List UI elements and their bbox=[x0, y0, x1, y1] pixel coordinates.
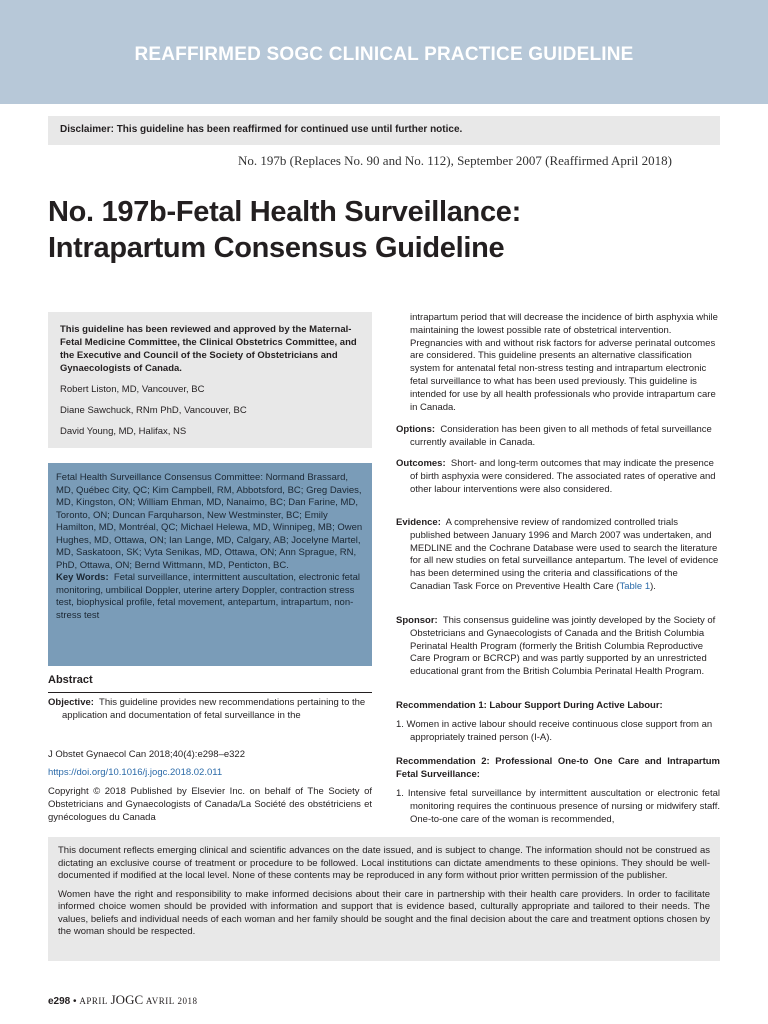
legal-notice-2: Women have the right and responsibility to make informed decisions about their care in partnership with their health care providers. In order to facilitate informed choice women should be provided with information and support that is evidence based, culturally appropriate and tailored to their needs. The values, beliefs and individual needs of each woman and her family should be sought and the final decision about the care and treatment options chosen by the woman should be respected. bbox=[58, 888, 710, 937]
objective-label: Objective: bbox=[48, 697, 94, 708]
abstract-heading: Abstract bbox=[48, 674, 93, 686]
author-1: Robert Liston, MD, Vancouver, BC bbox=[60, 384, 205, 395]
disclaimer-text: Disclaimer: This guideline has been reaffirmed for continued use until further notice. bbox=[60, 124, 463, 135]
abstract-divider bbox=[48, 692, 372, 693]
sponsor-label: Sponsor: bbox=[396, 615, 438, 626]
footer-year: 2018 bbox=[177, 996, 198, 1006]
objective-continued: intrapartum period that will decrease the incidence of birth asphyxia while maintaining the lowest possible rate of obstetrical intervention. Pregnancies with and without risk factors for adverse perinatal outcomes are considered. This guideline presents an alternative classification system for antenatal fetal non-stress testing and intrapartum electronic fetal surveillance to what has been used previously. This guideline is intended for use by all health professionals who provide intrapartum care in Canada. bbox=[410, 312, 718, 413]
recommendation-2-heading: Recommendation 2: Professional One-to One Care and Intrapartum Fetal Surveillance: bbox=[396, 756, 720, 780]
outcomes-label: Outcomes: bbox=[396, 458, 446, 469]
evidence-text: A comprehensive review of randomized controlled trials published between January 1996 and March 2007 was undertaken, and MEDLINE and the Cochrane Database were used to search the literature for all new studies on fetal surveillance antepartum. The level of evidence has been determined using the criteria and classifications of the Canadian Task Force on Preventive Health Care ( bbox=[410, 517, 719, 592]
recommendation-1-heading: Recommendation 1: Labour Support During Active Labour: bbox=[396, 700, 663, 711]
author-2: Diane Sawchuck, RNm PhD, Vancouver, BC bbox=[60, 405, 247, 416]
disclaimer-box bbox=[48, 116, 720, 145]
legal-notice-box bbox=[48, 837, 720, 961]
table-1-link[interactable]: Table 1 bbox=[619, 580, 651, 592]
objective-text: This guideline provides new recommendations pertaining to the application and documentation of fetal surveillance in the bbox=[62, 697, 366, 721]
footer-month-en: APRIL bbox=[79, 996, 108, 1006]
doi-link[interactable]: https://doi.org/10.1016/j.jogc.2018.02.011 bbox=[48, 767, 223, 778]
committee-members: Fetal Health Surveillance Consensus Committee: Normand Brassard, MD, Québec City, QC; Kim Campbell, RM, Abbotsford, BC; Greg Davies, MD, Kingston, ON; William Ehman, MD, Nanaimo, BC; Dan Farine, MD, Toronto, ON; Duncan Farquharson, New Westminster, BC; Emily Hamilton, MD, Montréal, QC; Michael Helewa, MD, Winnipeg, MB; Owen Hughes, MD, Ottawa, ON; Ian Lange, MD, Calgary, AB; Jocelyne Martel, MD, Saskatoon, SK; Vyta Senikas, MD, Ottawa, ON; Ann Sprague, RN, PhD, Ottawa, ON; Bernd Wittmann, MD, Penticton, BC. bbox=[56, 472, 363, 571]
footer-separator: • bbox=[73, 996, 77, 1007]
keywords-label: Key Words: bbox=[56, 572, 109, 583]
footer-month-fr: AVRIL bbox=[145, 996, 175, 1006]
keywords bbox=[56, 572, 364, 622]
options-paragraph bbox=[396, 424, 720, 450]
committee-box bbox=[48, 463, 372, 666]
approval-statement: This guideline has been reviewed and approved by the Maternal-Fetal Medicine Committee, the Clinical Obstetrics Committee, and the Executive and Council of the Society of Obstetricians and Gynaecologists of Canada. bbox=[60, 324, 357, 374]
copyright-text: Copyright © 2018 Published by Elsevier Inc. on behalf of The Society of Obstetricians and Gynaecologists of Canada/La Société des obstétriciens et gynécologues du Canada bbox=[48, 786, 372, 823]
evidence-label: Evidence: bbox=[396, 517, 441, 528]
sponsor-text: This consensus guideline was jointly developed by the Society of Obstetricians and Gynaecologists of Canada and the British Columbia Perinatal Health Program (formerly the British Columbia Reproductive Care Program or BCRCP) and was partly supported by an unrestricted educational grant from the British Columbia Perinatal Health Program. bbox=[410, 615, 716, 678]
approval-box bbox=[48, 312, 372, 448]
keywords-text: Fetal surveillance, intermittent auscultation, electronic fetal monitoring, umbilical Doppler, uterine artery Doppler, contraction stress test, biophysical profile, fetal movement, antepartum, intrapartum, non-stress test bbox=[56, 572, 360, 621]
outcomes-paragraph bbox=[396, 458, 720, 496]
recommendation-2-item: 1. Intensive fetal surveillance by intermittent auscultation or electronic fetal monitoring requires the continuous presence of nursing or midwifery staff. One-to-one care of the woman is recommended, bbox=[396, 788, 720, 825]
evidence-end: ). bbox=[650, 580, 656, 592]
options-text: Consideration has been given to all methods of fetal surveillance currently available in Canada. bbox=[410, 424, 712, 448]
evidence-paragraph bbox=[396, 517, 720, 594]
journal-citation: J Obstet Gynaecol Can 2018;40(4):e298–e322 bbox=[48, 749, 245, 760]
issue-line: No. 197b (Replaces No. 90 and No. 112), September 2007 (Reaffirmed April 2018) bbox=[238, 153, 672, 168]
author-3: David Young, MD, Halifax, NS bbox=[60, 426, 187, 437]
outcomes-text: Short- and long-term outcomes that may indicate the presence of birth asphyxia were considered. The associated rates of operative and other labour interventions were also considered. bbox=[410, 458, 716, 495]
options-label: Options: bbox=[396, 424, 436, 435]
title-line-2: Intrapartum Consensus Guideline bbox=[48, 232, 505, 264]
header-banner bbox=[0, 0, 768, 104]
page-title bbox=[48, 194, 648, 266]
page-number: e298 bbox=[48, 996, 71, 1007]
banner-title: REAFFIRMED SOGC CLINICAL PRACTICE GUIDELINE bbox=[134, 44, 634, 65]
legal-notice-1: This document reflects emerging clinical and scientific advances on the date issued, and is subject to change. The information should not be construed as dictating an exclusive course of treatment or procedure to be followed. Local institutions can dictate amendments to these opinions. They should be well-documented if modified at the local level. None of these contents may be reproduced in any form without prior written permission of the publisher. bbox=[58, 845, 710, 881]
sponsor-paragraph bbox=[396, 615, 720, 679]
footer-journal: JOGC bbox=[110, 992, 144, 1007]
title-line-1: No. 197b-Fetal Health Surveillance: bbox=[48, 196, 521, 228]
objective-paragraph bbox=[48, 697, 372, 723]
recommendation-1-item: 1. Women in active labour should receive continuous close support from an appropriately trained person (I-A). bbox=[396, 719, 713, 743]
page-footer bbox=[48, 992, 198, 1008]
